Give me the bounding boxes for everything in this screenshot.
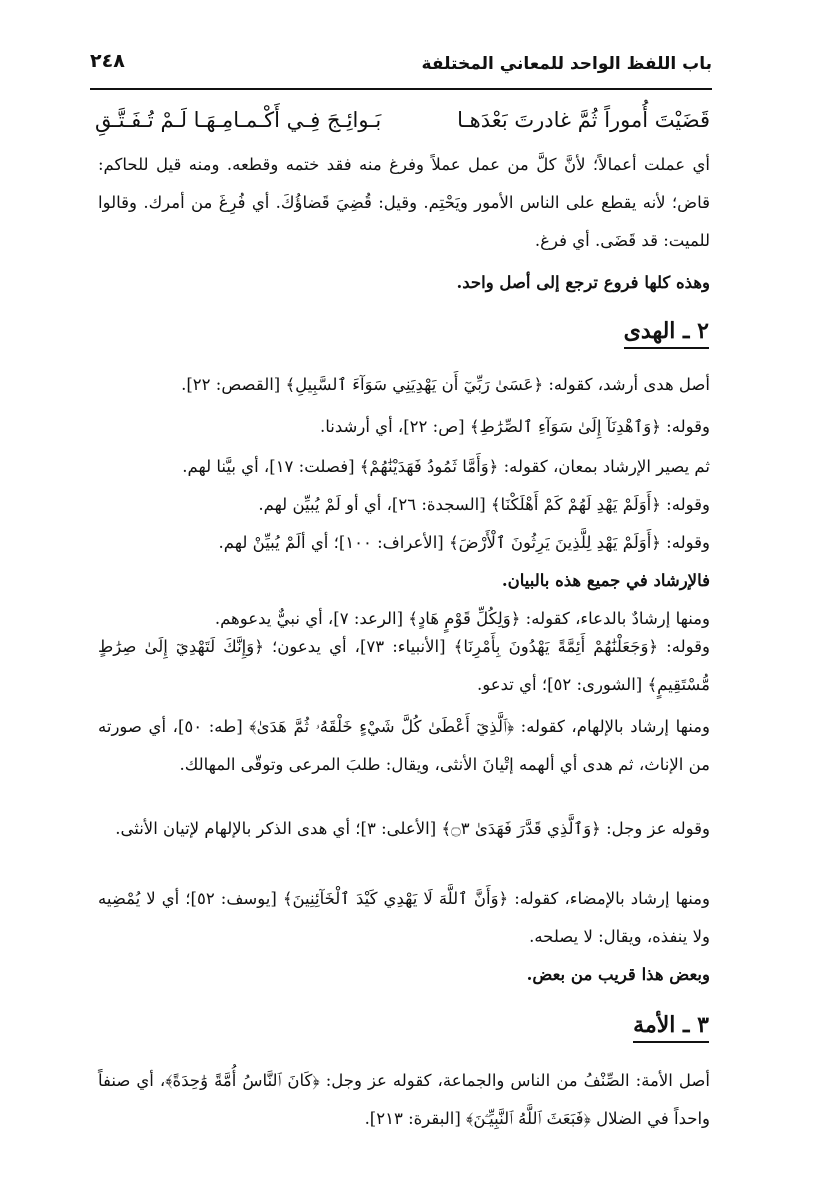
section-heading-huda: ٢ ـ الهدى	[624, 318, 709, 349]
huda-line-8: وقوله: ﴿وَجَعَلْنَٰهُمْ أَئِمَّةً يَهْدُونَ بِأَمْرِنَا﴾ [الأنبياء: ٧٣]، أي يدعون؛ ﴿وَإِنَّكَ لَتَهْدِيٓ إِلَىٰ صِرَٰطٍ مُّسْتَقِيمٍ﴾ [الشورى: ٥٢]؛ أي تدعو.	[98, 637, 710, 694]
huda-line-6: فالإرشاد في جميع هذه بالبيان.	[501, 571, 710, 590]
paragraph-qada-explanation: أي عملت أعمالاً؛ لأنَّ كلَّ من عمل عملاً وفرغ منه فقد ختمه وقطعه. ومنه قيل للحاكم: قاض؛ لأنه يقطع على الناس الأمور ويَحْتِم. وقيل: قُضِيَ قَضاؤُكَ. أي فُرِغَ من أمرك. وقالوا للميت: قد قَضَى. أي فرغ.	[98, 155, 710, 250]
header-rule	[90, 88, 712, 90]
umma-line-1: أصل الأمة: الصِّنْفُ من الناس والجماعة، كقوله عز وجل: ﴿كَانَ ٱلنَّاسُ أُمَّةً وَٰحِدَةً﴾، أي صنفاً واحداً في الضلال ﴿فَبَعَثَ ٱللَّهُ ٱلنَّبِيِّـۧنَ﴾ [البقرة: ٢١٣].	[98, 1071, 710, 1128]
poem-hemistich-second: بَـوائِـجَ فِـي أَكْـمـامِـهَـا لَـمْ تُـفَـتَّـقِ	[95, 108, 382, 132]
huda-line-3: ثم يصير الإرشاد بمعان، كقوله: ﴿وَأَمَّا ثَمُودُ فَهَدَيْنَٰهُمْ﴾ [فصلت: ١٧]، أي بيَّنا لهم.	[182, 457, 710, 476]
huda-line-7: ومنها إرشادٌ بالدعاء، كقوله: ﴿وَلِكُلِّ قَوْمٍ هَادٍ﴾ [الرعد: ٧]، أي نبيٌّ يدعوهم.	[214, 609, 710, 628]
huda-line-2: وقوله: ﴿وَٱهْدِنَآ إِلَىٰ سَوَآءِ ٱلصِّرَٰطِ﴾ [ص: ٢٢]، أي أرشدنا.	[320, 417, 710, 436]
running-title: باب اللفظ الواحد للمعاني المختلفة	[421, 54, 712, 74]
huda-line-9: ومنها إرشاد بالإلهام، كقوله: ﴿ٱلَّذِيٓ أَعْطَىٰ كُلَّ شَيْءٍ خَلْقَهُۥ ثُمَّ هَدَىٰ﴾ [طه: ٥٠]، أي صورته من الإناث، ثم هدى أي ألهمه إتْيانَ الأنثى، ويقال: طلبَ المرعى وتوقّى المهالك.	[98, 717, 710, 774]
section-heading-umma: ٣ ـ الأمة	[633, 1012, 709, 1043]
paragraph-qada-summary: وهذه كلها فروع ترجع إلى أصل واحد.	[456, 273, 710, 292]
huda-line-5: وقوله: ﴿أَوَلَمْ يَهْدِ لِلَّذِينَ يَرِثُونَ ٱلْأَرْضَ﴾ [الأعراف: ١٠٠]؛ أي ألَمْ يُبيِّنْ لهم.	[218, 533, 710, 552]
huda-line-10: وقوله عز وجل: ﴿وَٱلَّذِي قَدَّرَ فَهَدَىٰ ۝٣﴾ [الأعلى: ٣]؛ أي هدى الذكر بالإلهام لإتيان الأنثى.	[115, 819, 710, 838]
page-header	[90, 50, 712, 90]
poem-verse	[95, 108, 710, 148]
page-number: ٢٤٨	[90, 50, 125, 72]
poem-hemistich-first: قَضَيْتَ أُموراً ثُمَّ غادرتَ بَعْدَهـا	[457, 108, 710, 132]
huda-line-11: ومنها إرشاد بالإمضاء، كقوله: ﴿وَأَنَّ ٱللَّهَ لَا يَهْدِي كَيْدَ ٱلْخَآئِنِينَ﴾ [يوسف: ٥٢]؛ أي لا يُمْضِيه ولا ينفذه، ويقال: لا يصلحه.	[98, 889, 710, 946]
huda-summary: وبعض هذا قريب من بعض.	[526, 965, 710, 984]
huda-line-4: وقوله: ﴿أَوَلَمْ يَهْدِ لَهُمْ كَمْ أَهْلَكْنَا﴾ [السجدة: ٢٦]، أي أو لَمْ يُبيِّن لهم.	[258, 495, 710, 514]
huda-line-1: أصل هدى أرشد، كقوله: ﴿عَسَىٰ رَبِّيٓ أَن يَهْدِيَنِي سَوَآءَ ٱلسَّبِيلِ﴾ [القصص: ٢٢].	[181, 375, 710, 394]
